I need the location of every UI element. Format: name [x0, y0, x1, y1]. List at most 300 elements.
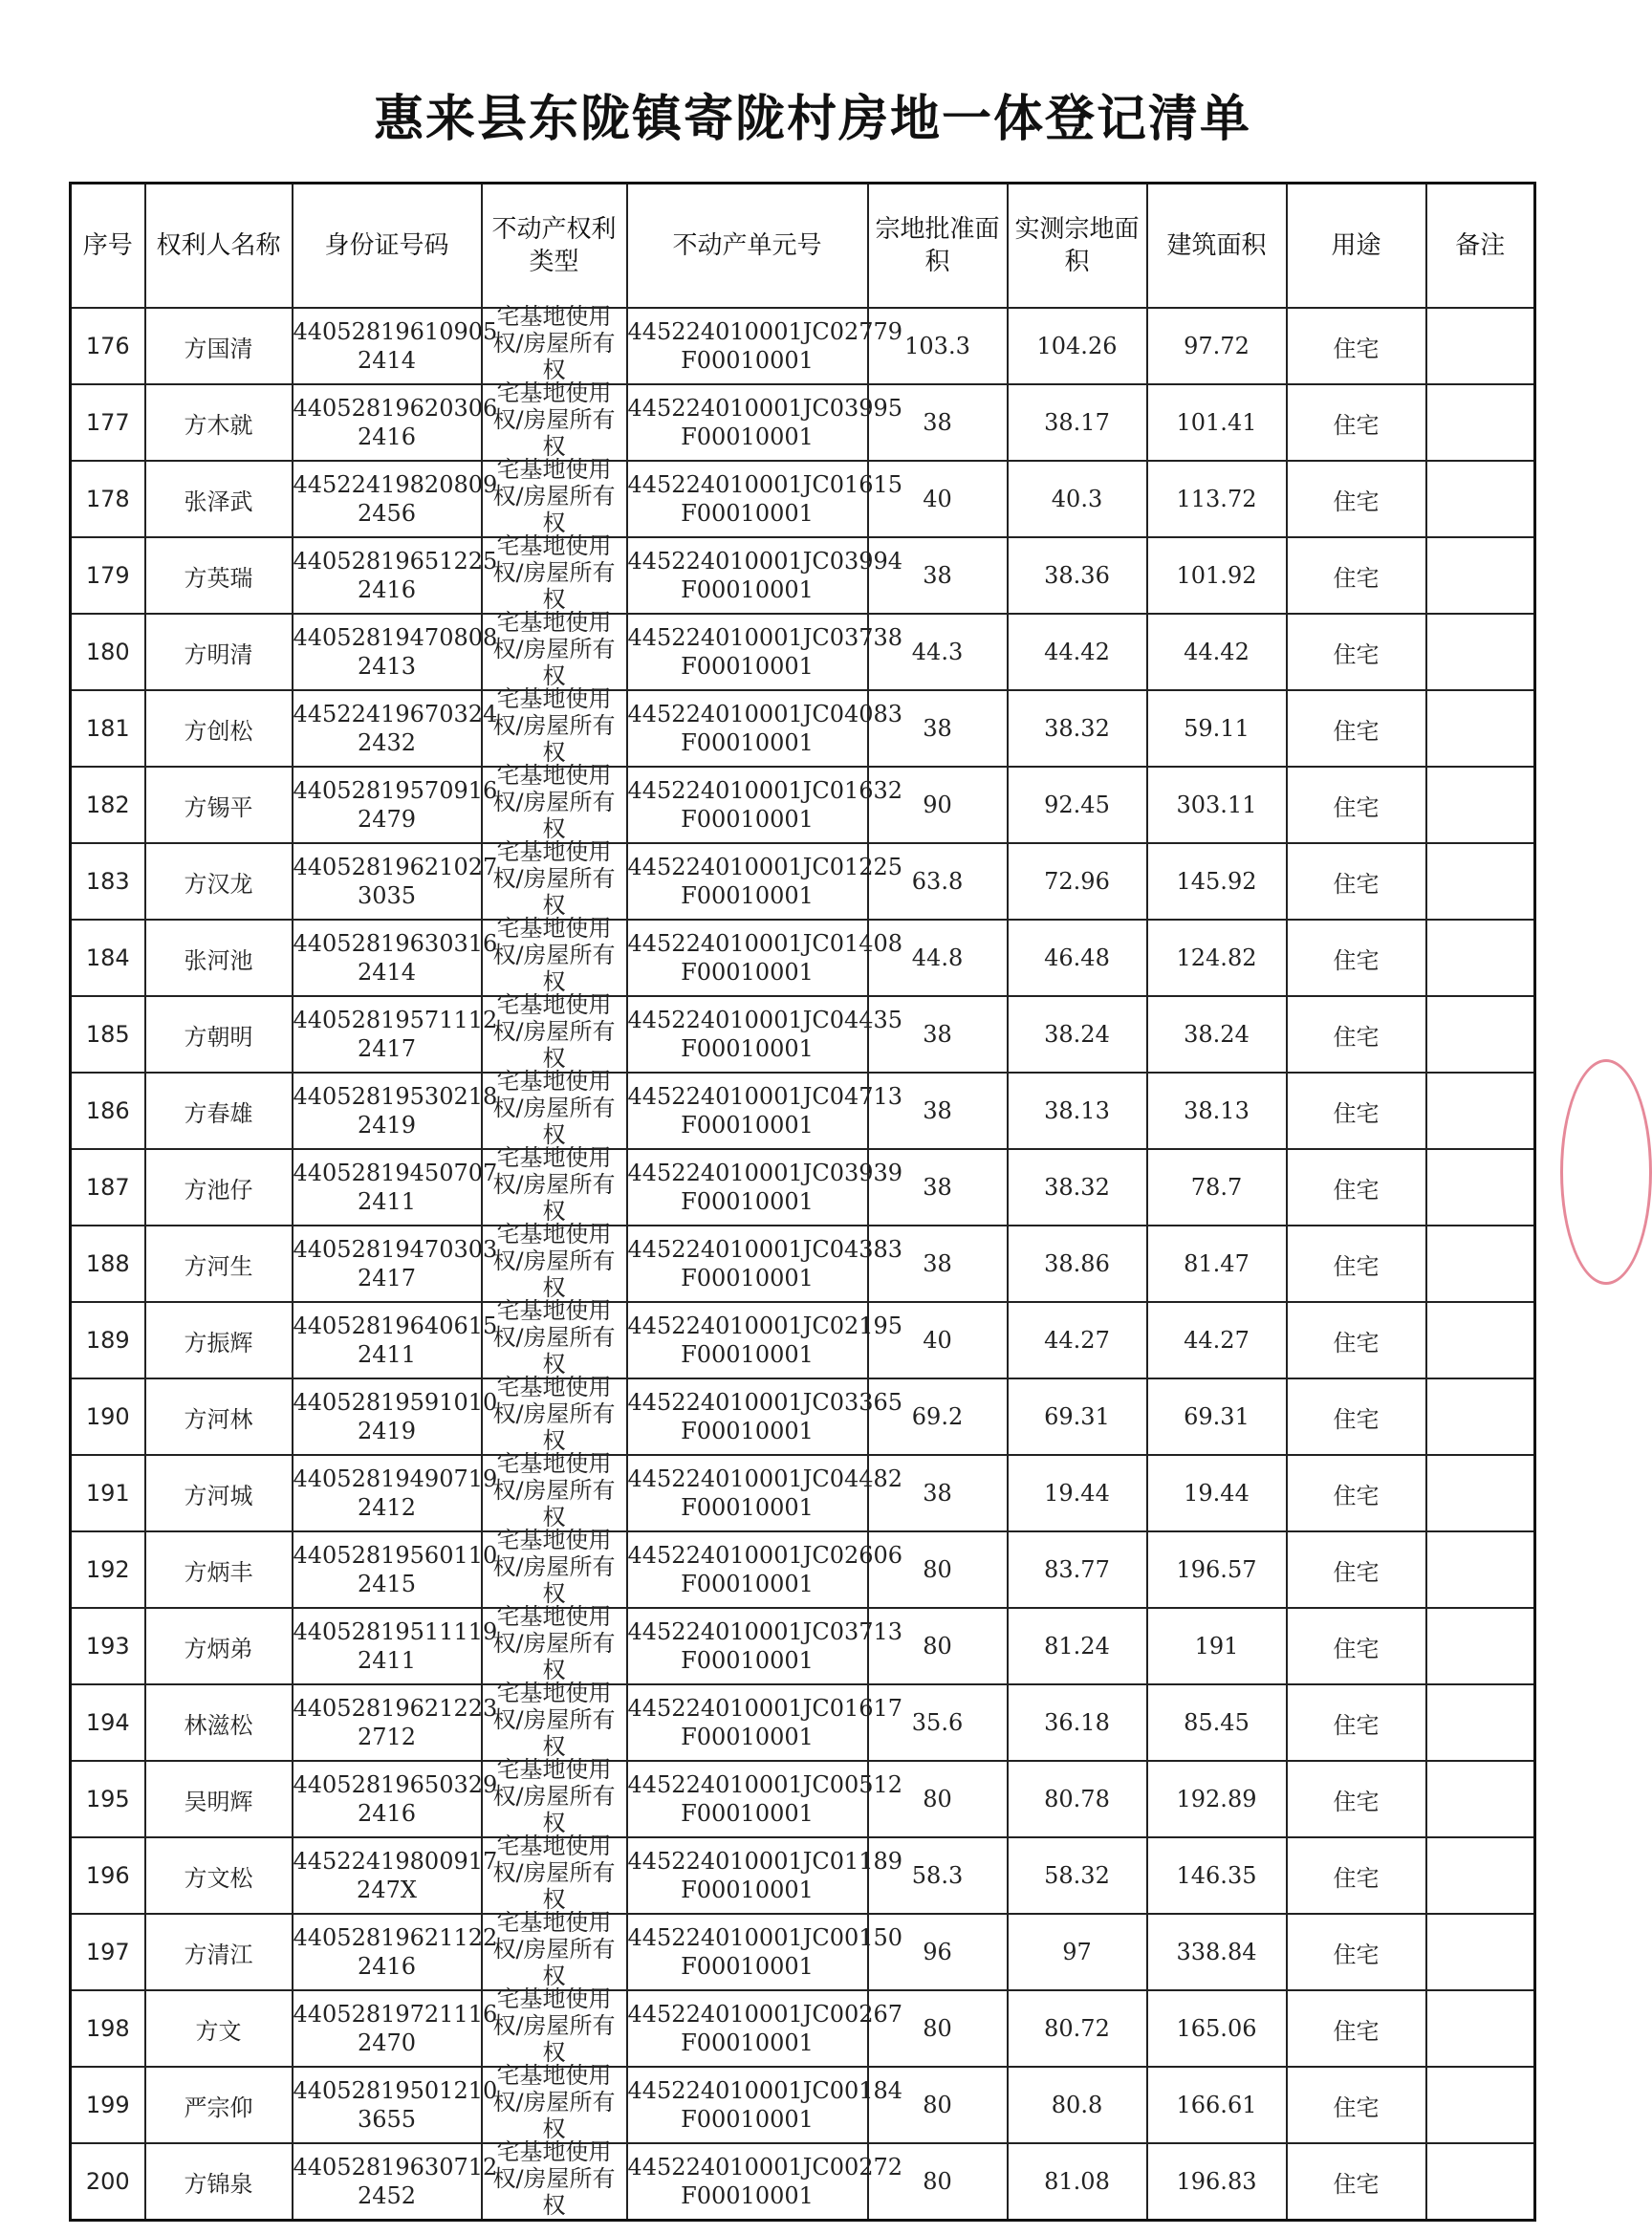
cell-right-type — [482, 1297, 627, 1378]
cell-remarks — [1426, 384, 1535, 461]
cell-remarks — [1426, 1455, 1535, 1531]
id-line-2: 2412 — [357, 1494, 417, 1521]
id-line-2: 2414 — [357, 959, 417, 986]
right-type-text: 宅基地使用权/房屋所有权 — [492, 915, 616, 995]
cell-approved-area: 69.2 — [868, 1378, 1008, 1455]
unit-line-1: 445224010001JC02606 — [627, 1542, 903, 1569]
cell-remarks — [1426, 843, 1535, 920]
cell-right-type — [482, 1909, 627, 1990]
cell-right-type — [482, 2138, 627, 2221]
cell-owner: 方河林 — [145, 1378, 293, 1455]
id-line-2: 2413 — [357, 653, 417, 680]
cell-measured-area: 40.3 — [1008, 461, 1147, 537]
cell-owner: 方振辉 — [145, 1302, 293, 1378]
cell-building-area: 38.24 — [1147, 996, 1287, 1073]
right-type-text: 宅基地使用权/房屋所有权 — [492, 1756, 616, 1836]
cell-seq: 187 — [71, 1149, 145, 1226]
id-line-1: 44052819450707 — [293, 1160, 498, 1186]
unit-line-2: F00010001 — [681, 2106, 814, 2133]
id-line-2: 2411 — [357, 1341, 417, 1368]
cell-unit-number — [627, 1684, 903, 1761]
cell-remarks — [1426, 690, 1535, 767]
cell-measured-area: 38.36 — [1008, 537, 1147, 614]
table-row — [71, 537, 1535, 614]
cell-owner: 吴明辉 — [145, 1761, 293, 1837]
unit-line-2: F00010001 — [681, 959, 814, 986]
cell-seq: 199 — [71, 2067, 145, 2143]
cell-measured-area: 97 — [1008, 1914, 1147, 1990]
cell-approved-area: 58.3 — [868, 1837, 1008, 1914]
cell-owner: 方国清 — [145, 308, 293, 384]
cell-seq: 177 — [71, 384, 145, 461]
right-type-text: 宅基地使用权/房屋所有权 — [492, 762, 616, 842]
cell-seq: 182 — [71, 767, 145, 843]
cell-unit-number — [627, 1455, 903, 1531]
unit-line-1: 445224010001JC01225 — [627, 854, 903, 880]
cell-seq: 188 — [71, 1226, 145, 1302]
cell-unit-number — [627, 920, 903, 996]
right-type-text: 宅基地使用权/房屋所有权 — [492, 456, 616, 536]
cell-id-number — [293, 920, 498, 996]
table-row — [71, 1455, 1535, 1531]
id-line-2: 3655 — [357, 2106, 417, 2133]
cell-unit-number — [627, 1761, 903, 1837]
id-line-2: 2411 — [357, 1647, 417, 1674]
cell-unit-number — [627, 690, 903, 767]
right-type-text: 宅基地使用权/房屋所有权 — [492, 1450, 616, 1530]
cell-approved-area: 38 — [868, 690, 1008, 767]
cell-remarks — [1426, 537, 1535, 614]
unit-line-2: F00010001 — [681, 1418, 814, 1444]
header-unit-number: 不动产单元号 — [627, 184, 868, 309]
unit-line-1: 445224010001JC01615 — [627, 471, 903, 498]
cell-approved-area: 44.8 — [868, 920, 1008, 996]
cell-right-type — [482, 1680, 627, 1761]
right-type-text: 宅基地使用权/房屋所有权 — [492, 1527, 616, 1607]
cell-seq: 192 — [71, 1531, 145, 1608]
cell-building-area: 19.44 — [1147, 1455, 1287, 1531]
cell-usage: 住宅 — [1287, 1455, 1426, 1531]
cell-remarks — [1426, 920, 1535, 996]
cell-unit-number — [627, 1531, 903, 1608]
id-line-1: 44052819721116 — [293, 2001, 498, 2028]
id-line-1: 44052819630712 — [293, 2154, 498, 2181]
cell-measured-area: 80.72 — [1008, 1990, 1147, 2067]
cell-measured-area: 38.17 — [1008, 384, 1147, 461]
cell-id-number — [293, 1684, 498, 1761]
cell-right-type — [482, 380, 627, 461]
id-line-1: 44052819621223 — [293, 1695, 498, 1722]
cell-unit-number — [627, 1149, 903, 1226]
cell-usage: 住宅 — [1287, 843, 1426, 920]
cell-seq: 195 — [71, 1761, 145, 1837]
cell-owner: 方河生 — [145, 1226, 293, 1302]
cell-approved-area: 40 — [868, 461, 1008, 537]
table-row — [71, 1837, 1535, 1914]
unit-line-1: 445224010001JC04435 — [627, 1007, 903, 1033]
cell-remarks — [1426, 1302, 1535, 1378]
cell-seq: 185 — [71, 996, 145, 1073]
unit-line-2: F00010001 — [681, 1035, 814, 1062]
unit-line-2: F00010001 — [681, 729, 814, 756]
cell-owner: 方春雄 — [145, 1073, 293, 1149]
cell-remarks — [1426, 1914, 1535, 1990]
cell-right-type — [482, 838, 627, 920]
cell-owner: 方朝明 — [145, 996, 293, 1073]
cell-id-number — [293, 1073, 498, 1149]
right-type-text: 宅基地使用权/房屋所有权 — [492, 1297, 616, 1378]
red-seal-stamp — [1560, 1059, 1652, 1285]
table-row — [71, 1302, 1535, 1378]
cell-id-number — [293, 308, 498, 384]
cell-measured-area: 58.32 — [1008, 1837, 1147, 1914]
right-type-text: 宅基地使用权/房屋所有权 — [492, 1985, 616, 2066]
cell-measured-area: 83.77 — [1008, 1531, 1147, 1608]
cell-building-area: 101.92 — [1147, 537, 1287, 614]
id-line-2: 2470 — [357, 2029, 417, 2056]
id-line-2: 2416 — [357, 1953, 417, 1980]
cell-remarks — [1426, 1837, 1535, 1914]
cell-seq: 200 — [71, 2143, 145, 2221]
table-row — [71, 2143, 1535, 2221]
cell-seq: 180 — [71, 614, 145, 690]
cell-remarks — [1426, 1073, 1535, 1149]
cell-seq: 184 — [71, 920, 145, 996]
cell-seq: 191 — [71, 1455, 145, 1531]
cell-right-type — [482, 1833, 627, 1914]
cell-measured-area: 80.78 — [1008, 1761, 1147, 1837]
unit-line-1: 445224010001JC00150 — [627, 1924, 903, 1951]
cell-building-area: 44.27 — [1147, 1302, 1287, 1378]
cell-remarks — [1426, 1378, 1535, 1455]
table-row — [71, 2067, 1535, 2143]
unit-line-2: F00010001 — [681, 1494, 814, 1521]
unit-line-1: 445224010001JC01617 — [627, 1695, 903, 1722]
cell-building-area: 191 — [1147, 1608, 1287, 1684]
id-line-2: 2479 — [357, 806, 417, 833]
cell-unit-number — [627, 461, 903, 537]
cell-id-number — [293, 1302, 498, 1378]
cell-remarks — [1426, 1761, 1535, 1837]
table-row — [71, 1226, 1535, 1302]
cell-approved-area: 103.3 — [868, 308, 1008, 384]
table-row — [71, 1531, 1535, 1608]
cell-id-number — [293, 1378, 498, 1455]
id-line-2: 2411 — [357, 1188, 417, 1215]
cell-unit-number — [627, 1837, 903, 1914]
cell-remarks — [1426, 1531, 1535, 1608]
cell-measured-area: 80.8 — [1008, 2067, 1147, 2143]
cell-building-area: 101.41 — [1147, 384, 1287, 461]
cell-remarks — [1426, 767, 1535, 843]
cell-measured-area: 104.26 — [1008, 308, 1147, 384]
cell-unit-number — [627, 1302, 903, 1378]
header-usage: 用途 — [1287, 184, 1426, 309]
cell-building-area: 145.92 — [1147, 843, 1287, 920]
table-row — [71, 1378, 1535, 1455]
cell-measured-area: 81.24 — [1008, 1608, 1147, 1684]
cell-owner: 张河池 — [145, 920, 293, 996]
cell-approved-area: 38 — [868, 1149, 1008, 1226]
table-row — [71, 1990, 1535, 2067]
unit-line-1: 445224010001JC00272 — [627, 2154, 903, 2181]
cell-unit-number — [627, 1990, 903, 2067]
unit-line-2: F00010001 — [681, 2029, 814, 2056]
cell-building-area: 113.72 — [1147, 461, 1287, 537]
cell-measured-area: 44.42 — [1008, 614, 1147, 690]
cell-approved-area: 80 — [868, 1531, 1008, 1608]
header-row — [71, 184, 1535, 309]
cell-unit-number — [627, 2067, 903, 2143]
cell-approved-area: 38 — [868, 1073, 1008, 1149]
registration-table — [69, 182, 1536, 2222]
cell-usage: 住宅 — [1287, 1837, 1426, 1914]
unit-line-2: F00010001 — [681, 882, 814, 909]
table-row — [71, 308, 1535, 384]
unit-line-2: F00010001 — [681, 347, 814, 374]
unit-line-1: 445224010001JC04713 — [627, 1083, 903, 1110]
cell-usage: 住宅 — [1287, 690, 1426, 767]
cell-usage: 住宅 — [1287, 461, 1426, 537]
id-line-1: 44052819640615 — [293, 1313, 498, 1339]
cell-id-number — [293, 1761, 498, 1837]
cell-id-number — [293, 614, 498, 690]
id-line-1: 44052819530218 — [293, 1083, 498, 1110]
id-line-2: 2417 — [357, 1265, 417, 1291]
right-type-text: 宅基地使用权/房屋所有权 — [492, 1068, 616, 1148]
cell-id-number — [293, 1455, 498, 1531]
cell-unit-number — [627, 1378, 903, 1455]
cell-building-area: 192.89 — [1147, 1761, 1287, 1837]
id-line-1: 44052819570916 — [293, 777, 498, 804]
id-line-1: 44052819651225 — [293, 548, 498, 575]
cell-owner: 方明清 — [145, 614, 293, 690]
cell-approved-area: 35.6 — [868, 1684, 1008, 1761]
cell-seq: 186 — [71, 1073, 145, 1149]
cell-building-area: 44.42 — [1147, 614, 1287, 690]
table-row — [71, 767, 1535, 843]
header-owner: 权利人名称 — [145, 184, 293, 309]
cell-measured-area: 38.24 — [1008, 996, 1147, 1073]
right-type-text: 宅基地使用权/房屋所有权 — [492, 1144, 616, 1225]
cell-building-area: 38.13 — [1147, 1073, 1287, 1149]
cell-unit-number — [627, 767, 903, 843]
id-line-1: 44052819470303 — [293, 1236, 498, 1263]
id-line-2: 2456 — [357, 500, 417, 527]
unit-line-1: 445224010001JC04083 — [627, 701, 903, 727]
cell-measured-area: 36.18 — [1008, 1684, 1147, 1761]
id-line-2: 2432 — [357, 729, 417, 756]
cell-seq: 176 — [71, 308, 145, 384]
cell-unit-number — [627, 843, 903, 920]
id-line-2: 2417 — [357, 1035, 417, 1062]
unit-line-1: 445224010001JC03365 — [627, 1389, 903, 1416]
cell-id-number — [293, 1608, 498, 1684]
right-type-text: 宅基地使用权/房屋所有权 — [492, 2062, 616, 2142]
cell-approved-area: 38 — [868, 384, 1008, 461]
cell-unit-number — [627, 1914, 903, 1990]
cell-id-number — [293, 1837, 498, 1914]
right-type-text: 宅基地使用权/房屋所有权 — [492, 1909, 616, 1989]
cell-measured-area: 92.45 — [1008, 767, 1147, 843]
table-row — [71, 461, 1535, 537]
cell-right-type — [482, 2062, 627, 2143]
cell-unit-number — [627, 537, 903, 614]
cell-id-number — [293, 1914, 498, 1990]
cell-id-number — [293, 843, 498, 920]
unit-line-2: F00010001 — [681, 1112, 814, 1139]
cell-owner: 方河城 — [145, 1455, 293, 1531]
right-type-text: 宅基地使用权/房屋所有权 — [492, 532, 616, 613]
header-measured-area: 实测宗地面积 — [1008, 184, 1147, 309]
cell-right-type — [482, 685, 627, 767]
cell-approved-area: 80 — [868, 2143, 1008, 2221]
cell-owner: 林滋松 — [145, 1684, 293, 1761]
cell-owner: 方汉龙 — [145, 843, 293, 920]
cell-seq: 183 — [71, 843, 145, 920]
cell-usage: 住宅 — [1287, 1914, 1426, 1990]
cell-usage: 住宅 — [1287, 1531, 1426, 1608]
cell-owner: 方文松 — [145, 1837, 293, 1914]
unit-line-1: 445224010001JC00184 — [627, 2077, 903, 2104]
cell-usage: 住宅 — [1287, 384, 1426, 461]
unit-line-2: F00010001 — [681, 1724, 814, 1750]
document-title: 惠来县东陇镇寄陇村房地一体登记清单 — [373, 91, 1251, 148]
cell-remarks — [1426, 996, 1535, 1073]
unit-line-1: 445224010001JC03713 — [627, 1618, 903, 1645]
cell-building-area: 69.31 — [1147, 1378, 1287, 1455]
cell-seq: 190 — [71, 1378, 145, 1455]
id-line-1: 44052819650329 — [293, 1771, 498, 1798]
cell-building-area: 196.83 — [1147, 2143, 1287, 2221]
table-row — [71, 843, 1535, 920]
unit-line-2: F00010001 — [681, 1953, 814, 1980]
cell-unit-number — [627, 308, 903, 384]
unit-line-1: 445224010001JC02195 — [627, 1313, 903, 1339]
cell-measured-area: 72.96 — [1008, 843, 1147, 920]
cell-unit-number — [627, 2143, 903, 2221]
cell-usage: 住宅 — [1287, 1226, 1426, 1302]
cell-right-type — [482, 1450, 627, 1531]
cell-usage: 住宅 — [1287, 767, 1426, 843]
right-type-text: 宅基地使用权/房屋所有权 — [492, 2138, 616, 2219]
cell-usage: 住宅 — [1287, 614, 1426, 690]
cell-building-area: 146.35 — [1147, 1837, 1287, 1914]
cell-building-area: 165.06 — [1147, 1990, 1287, 2067]
table-row — [71, 614, 1535, 690]
cell-right-type — [482, 1756, 627, 1837]
id-line-1: 44052819490719 — [293, 1465, 498, 1492]
cell-right-type — [482, 1985, 627, 2067]
cell-right-type — [482, 1527, 627, 1608]
cell-building-area: 196.57 — [1147, 1531, 1287, 1608]
cell-id-number — [293, 2067, 498, 2143]
id-line-1: 44052819571112 — [293, 1007, 498, 1033]
right-type-text: 宅基地使用权/房屋所有权 — [492, 685, 616, 766]
cell-id-number — [293, 537, 498, 614]
cell-right-type — [482, 1374, 627, 1455]
cell-building-area: 78.7 — [1147, 1149, 1287, 1226]
unit-line-1: 445224010001JC01408 — [627, 930, 903, 957]
cell-usage: 住宅 — [1287, 1761, 1426, 1837]
id-line-1: 44522419820809 — [293, 471, 498, 498]
cell-usage: 住宅 — [1287, 2143, 1426, 2221]
cell-id-number — [293, 767, 498, 843]
right-type-text: 宅基地使用权/房屋所有权 — [492, 1680, 616, 1760]
cell-measured-area: 19.44 — [1008, 1455, 1147, 1531]
cell-seq: 179 — [71, 537, 145, 614]
cell-seq: 178 — [71, 461, 145, 537]
cell-right-type — [482, 915, 627, 996]
unit-line-2: F00010001 — [681, 1188, 814, 1215]
cell-approved-area: 40 — [868, 1302, 1008, 1378]
cell-approved-area: 80 — [868, 2067, 1008, 2143]
cell-id-number — [293, 1226, 498, 1302]
cell-owner: 张泽武 — [145, 461, 293, 537]
unit-line-2: F00010001 — [681, 1647, 814, 1674]
cell-usage: 住宅 — [1287, 1378, 1426, 1455]
cell-right-type — [482, 991, 627, 1073]
id-line-1: 44052819610905 — [293, 318, 498, 345]
cell-usage: 住宅 — [1287, 2067, 1426, 2143]
right-type-text: 宅基地使用权/房屋所有权 — [492, 303, 616, 383]
unit-line-1: 445224010001JC00512 — [627, 1771, 903, 1798]
cell-measured-area: 38.13 — [1008, 1073, 1147, 1149]
cell-right-type — [482, 762, 627, 843]
unit-line-1: 445224010001JC03939 — [627, 1160, 903, 1186]
unit-line-2: F00010001 — [681, 2182, 814, 2209]
cell-approved-area: 80 — [868, 1761, 1008, 1837]
cell-right-type — [482, 456, 627, 537]
table-row — [71, 1073, 1535, 1149]
cell-id-number — [293, 690, 498, 767]
unit-line-1: 445224010001JC02779 — [627, 318, 903, 345]
right-type-text: 宅基地使用权/房屋所有权 — [492, 609, 616, 689]
cell-right-type — [482, 1068, 627, 1149]
cell-usage: 住宅 — [1287, 537, 1426, 614]
cell-seq: 197 — [71, 1914, 145, 1990]
cell-approved-area: 96 — [868, 1914, 1008, 1990]
table-row — [71, 384, 1535, 461]
cell-unit-number — [627, 1073, 903, 1149]
id-line-2: 2416 — [357, 1800, 417, 1827]
table-row — [71, 996, 1535, 1073]
cell-owner: 方英瑞 — [145, 537, 293, 614]
cell-measured-area: 38.32 — [1008, 690, 1147, 767]
cell-owner: 方炳丰 — [145, 1531, 293, 1608]
cell-approved-area: 38 — [868, 1226, 1008, 1302]
table-row — [71, 1608, 1535, 1684]
cell-owner: 方锡平 — [145, 767, 293, 843]
cell-seq: 193 — [71, 1608, 145, 1684]
cell-right-type — [482, 532, 627, 614]
id-line-2: 2416 — [357, 423, 417, 450]
header-seq: 序号 — [71, 184, 145, 309]
cell-owner: 方炳弟 — [145, 1608, 293, 1684]
cell-usage: 住宅 — [1287, 308, 1426, 384]
cell-owner: 方清江 — [145, 1914, 293, 1990]
id-line-1: 44052819630316 — [293, 930, 498, 957]
id-line-1: 44052819470808 — [293, 624, 498, 651]
id-line-2: 2416 — [357, 576, 417, 603]
cell-measured-area: 81.08 — [1008, 2143, 1147, 2221]
cell-building-area: 166.61 — [1147, 2067, 1287, 2143]
cell-unit-number — [627, 614, 903, 690]
header-building-area: 建筑面积 — [1147, 184, 1287, 309]
unit-line-1: 445224010001JC04383 — [627, 1236, 903, 1263]
cell-owner: 方池仔 — [145, 1149, 293, 1226]
cell-building-area: 97.72 — [1147, 308, 1287, 384]
